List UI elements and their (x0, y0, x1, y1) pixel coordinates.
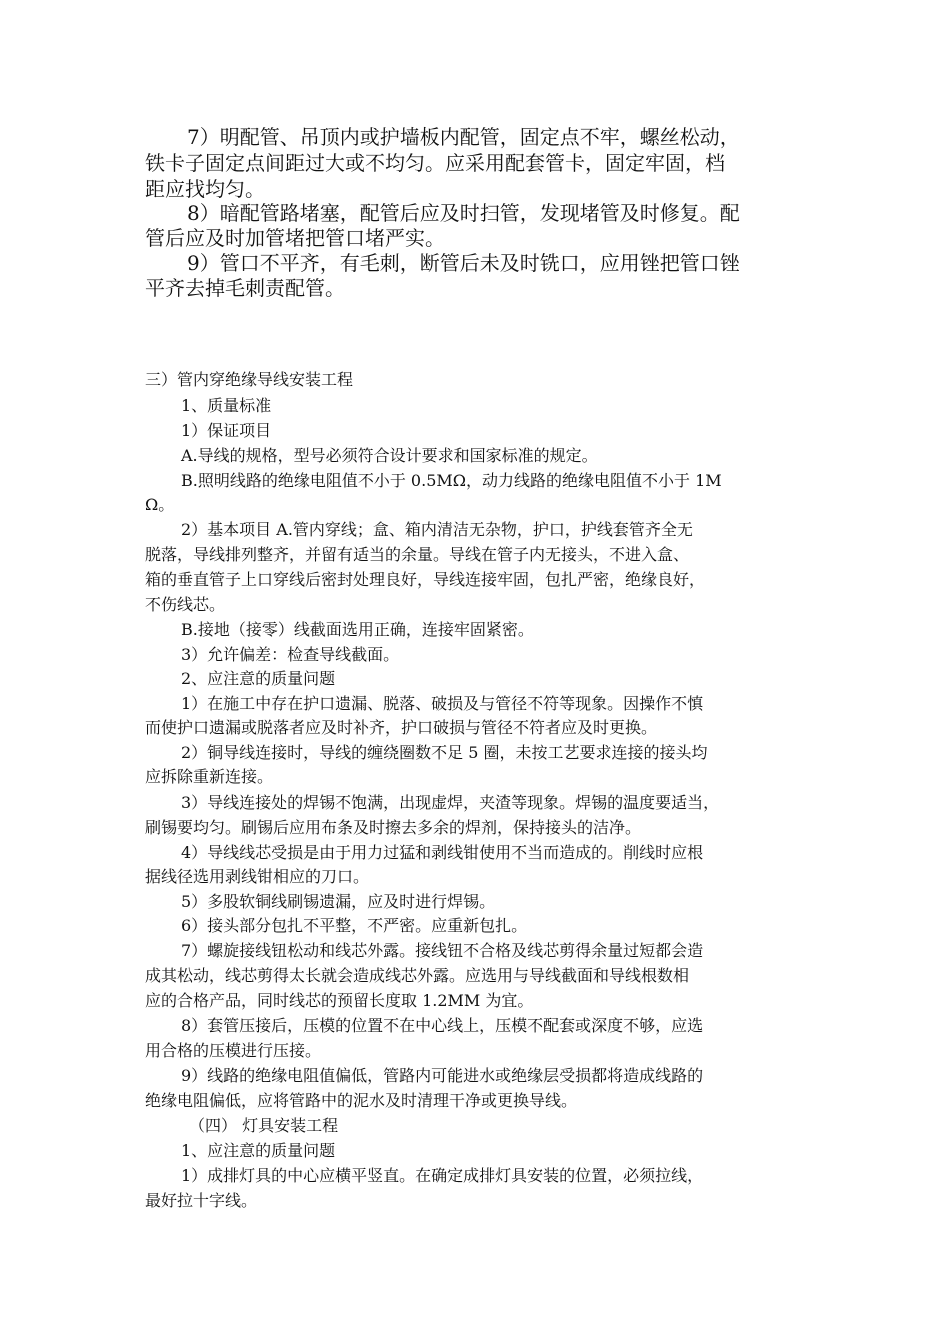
paragraph-line: 7）明配管、吊顶内或护墙板内配管，固定点不牢，螺丝松动， (187, 125, 740, 149)
paragraph-line: 铁卡子固定点间距过大或不均匀。应采用配套管卡，固定牢固，档 (145, 151, 725, 175)
paragraph-line: 成其松动，线芯剪得太长就会造成线芯外露。应选用与导线截面和导线根数相 (145, 966, 690, 985)
paragraph-line: B.接地（接零）线截面选用正确，连接牢固紧密。 (181, 620, 534, 639)
paragraph-line: 绝缘电阻偏低，应将管路中的泥水及时清理干净或更换导线。 (145, 1091, 578, 1110)
paragraph-line: B.照明线路的绝缘电阻值不小于 0.5MΩ，动力线路的绝缘电阻值不小于 1M (181, 471, 722, 490)
paragraph-line: 5）多股软铜线刷锡遗漏，应及时进行焊锡。 (181, 892, 496, 911)
paragraph-line: 不伤线芯。 (145, 595, 226, 614)
paragraph-line: 管后应及时加管堵把管口堵严实。 (145, 226, 445, 250)
paragraph-line: 6）接头部分包扎不平整，不严密。应重新包扎。 (181, 916, 528, 935)
paragraph-line: Ω。 (145, 495, 175, 514)
paragraph-line: 3）允许偏差：检查导线截面。 (181, 645, 400, 664)
paragraph-line: 脱落，导线排列整齐，并留有适当的余量。导线在管子内无接头，不进入盒、 (145, 545, 690, 564)
paragraph-line: 9）管口不平齐，有毛刺，断管后未及时铣口，应用锉把管口锉 (187, 251, 740, 275)
paragraph-line: 3）导线连接处的焊锡不饱满，出现虚焊，夹渣等现象。焊锡的温度要适当， (181, 793, 720, 812)
section-heading: 三）管内穿绝缘导线安装工程 (145, 370, 354, 389)
paragraph-line: 1）在施工中存在护口遗漏、脱落、破损及与管径不符等现象。因操作不慎 (181, 694, 704, 713)
paragraph-line: 据线径选用剥线钳相应的刀口。 (145, 867, 370, 886)
paragraph-line: 而使护口遗漏或脱落者应及时补齐，护口破损与管径不符者应及时更换。 (145, 718, 658, 737)
subsection-heading: 1、应注意的质量问题 (181, 1141, 336, 1160)
paragraph-line: 4）导线线芯受损是由于用力过猛和剥线钳使用不当而造成的。削线时应根 (181, 843, 704, 862)
paragraph-line: 应拆除重新连接。 (145, 767, 274, 786)
paragraph-line: 2）铜导线连接时，导线的缠绕圈数不足 5 圈，未按工艺要求连接的接头均 (181, 743, 708, 762)
paragraph-line: 7）螺旋接线钮松动和线芯外露。接线钮不合格及线芯剪得余量过短都会造 (181, 941, 704, 960)
section-heading: （四） 灯具安装工程 (189, 1116, 339, 1135)
paragraph-line: 1）成排灯具的中心应横平竖直。在确定成排灯具安装的位置，必须拉线， (181, 1166, 704, 1185)
paragraph-line: 平齐去掉毛刺责配管。 (145, 276, 345, 300)
paragraph-line: 用合格的压模进行压接。 (145, 1041, 322, 1060)
paragraph-line: 最好拉十字线。 (145, 1191, 258, 1210)
subsection-heading: 2、应注意的质量问题 (181, 669, 336, 688)
subsection-heading: 1）保证项目 (181, 421, 272, 440)
paragraph-line: 2）基本项目 A.管内穿线；盒、箱内清洁无杂物，护口，护线套管齐全无 (181, 520, 693, 539)
paragraph-line: 距应找均匀。 (145, 177, 265, 201)
paragraph-line: A.导线的规格，型号必须符合设计要求和国家标准的规定。 (181, 446, 598, 465)
paragraph-line: 9）线路的绝缘电阻值偏低，管路内可能进水或绝缘层受损都将造成线路的 (181, 1066, 704, 1085)
paragraph-line: 应的合格产品，同时线芯的预留长度取 1.2MM 为宜。 (145, 991, 534, 1010)
paragraph-line: 刷锡要均匀。刷锡后应用布条及时擦去多余的焊剂，保持接头的洁净。 (145, 818, 642, 837)
paragraph-line: 8）暗配管路堵塞，配管后应及时扫管，发现堵管及时修复。配 (187, 201, 740, 225)
subsection-heading: 1、质量标准 (181, 396, 272, 415)
paragraph-line: 箱的垂直管子上口穿线后密封处理良好，导线连接牢固，包扎严密，绝缘良好， (145, 570, 706, 589)
paragraph-line: 8）套管压接后，压模的位置不在中心线上，压模不配套或深度不够，应选 (181, 1016, 704, 1035)
